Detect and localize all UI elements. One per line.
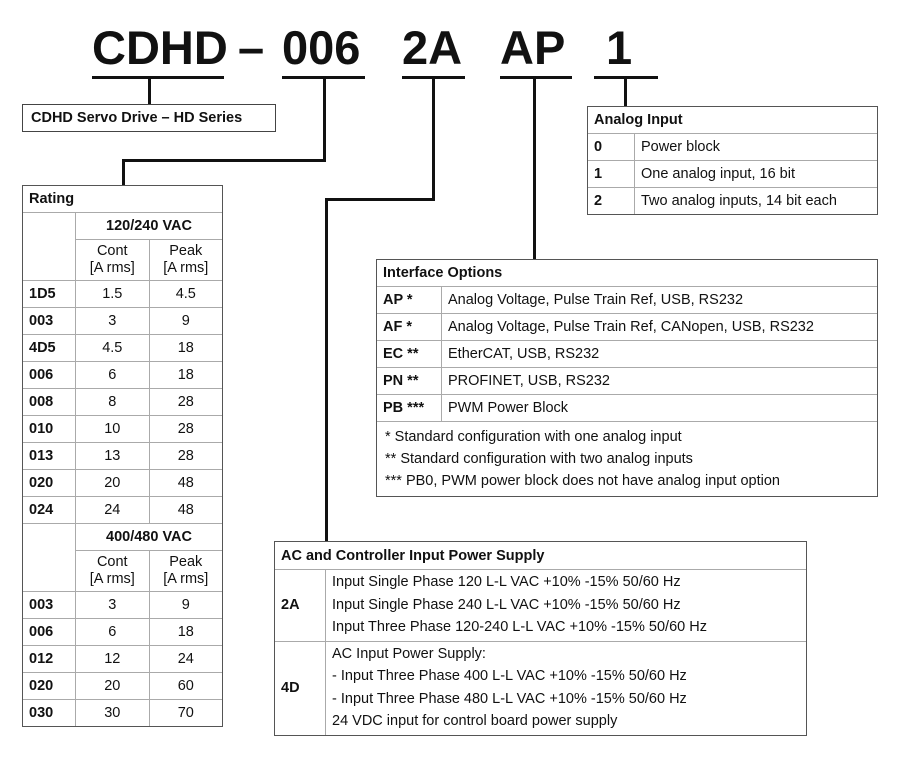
note-2: ** Standard configuration with two analog inputs [385, 451, 693, 467]
cont-header [76, 240, 150, 281]
interface-desc: Analog Voltage, Pulse Train Ref, CANopen, USB, RS232 [442, 314, 878, 341]
rating-cont: 1.5 [76, 281, 150, 308]
rating-blank-cell [23, 213, 76, 281]
peak-header-line1: Peak [169, 554, 203, 570]
table-row [23, 389, 222, 416]
rating-peak: 70 [149, 700, 222, 727]
rating-voltage-2: 400/480 VAC [76, 524, 223, 551]
connector-analog [624, 76, 627, 106]
interface-code: AP * [377, 287, 442, 314]
analog-desc: Two analog inputs, 14 bit each [635, 188, 878, 215]
rating-peak: 28 [149, 389, 222, 416]
rating-peak: 18 [149, 619, 222, 646]
rating-cont: 20 [76, 673, 150, 700]
table-row [23, 470, 222, 497]
connector-rating-v1 [323, 76, 326, 162]
table-row [588, 188, 877, 215]
table-row [23, 281, 222, 308]
rating-peak: 24 [149, 646, 222, 673]
series-box [22, 104, 276, 132]
table-row [23, 362, 222, 389]
connector-power-v2 [325, 198, 328, 541]
rating-voltage-1: 120/240 VAC [76, 213, 223, 240]
rating-peak: 28 [149, 416, 222, 443]
peak-header-line2: [A rms] [163, 571, 209, 587]
rating-cont: 13 [76, 443, 150, 470]
rating-code: 003 [23, 592, 76, 619]
rating-code: 003 [23, 308, 76, 335]
connector-interface [533, 76, 536, 259]
rating-code: 008 [23, 389, 76, 416]
rating-cont: 3 [76, 592, 150, 619]
rating-cont: 6 [76, 362, 150, 389]
table-row [23, 673, 222, 700]
rating-code: 030 [23, 700, 76, 727]
rating-blank-cell [23, 524, 76, 592]
rating-peak: 48 [149, 470, 222, 497]
rating-code: 012 [23, 646, 76, 673]
interface-desc: PROFINET, USB, RS232 [442, 368, 878, 395]
rating-table [22, 185, 223, 727]
rating-peak: 9 [149, 308, 222, 335]
rating-code: 013 [23, 443, 76, 470]
table-row [377, 314, 877, 341]
analog-code: 1 [588, 161, 635, 188]
connector-rating-v2 [122, 159, 125, 185]
interface-notes [377, 422, 877, 496]
rating-cont: 24 [76, 497, 150, 524]
table-row [377, 287, 877, 314]
code-part-series: CDHD [92, 21, 228, 74]
rating-cont: 4.5 [76, 335, 150, 362]
rating-cont: 20 [76, 470, 150, 497]
table-row [588, 161, 877, 188]
rating-code: 024 [23, 497, 76, 524]
peak-header-line2: [A rms] [163, 260, 209, 276]
rating-peak: 60 [149, 673, 222, 700]
table-row [23, 619, 222, 646]
analog-input-table [587, 106, 878, 215]
power-line: - Input Three Phase 400 L-L VAC +10% -15% 50/60 Hz [332, 668, 687, 684]
table-row [23, 308, 222, 335]
power-line: Input Three Phase 120-240 L-L VAC +10% -15% 50/60 Hz [332, 619, 707, 635]
cont-header [76, 551, 150, 592]
code-part-power: 2A [402, 21, 463, 74]
underline-interface [500, 76, 572, 79]
power-supply-table [274, 541, 807, 736]
interface-options-table [376, 259, 878, 497]
rating-cont: 6 [76, 619, 150, 646]
table-row [23, 646, 222, 673]
analog-desc: Power block [635, 134, 878, 161]
peak-header [149, 551, 222, 592]
interface-title: Interface Options [377, 260, 877, 287]
code-part-rating: 006 [282, 21, 361, 74]
cont-header-line2: [A rms] [89, 260, 135, 276]
table-row [377, 368, 877, 395]
rating-code: 1D5 [23, 281, 76, 308]
power-desc [326, 641, 807, 735]
table-row [23, 497, 222, 524]
power-line: Input Single Phase 240 L-L VAC +10% -15% 50/60 Hz [332, 596, 681, 613]
analog-desc: One analog input, 16 bit [635, 161, 878, 188]
table-row [23, 416, 222, 443]
note-1: * Standard configuration with one analog input [385, 429, 682, 445]
note-3: *** PB0, PWM power block does not have analog input option [385, 473, 780, 489]
rating-code: 020 [23, 470, 76, 497]
code-part-interface: AP [500, 21, 566, 74]
table-row [588, 134, 877, 161]
interface-desc: EtherCAT, USB, RS232 [442, 341, 878, 368]
rating-peak: 18 [149, 362, 222, 389]
cont-header-line2: [A rms] [89, 571, 135, 587]
cont-header-line1: Cont [96, 554, 128, 570]
power-line: - Input Three Phase 480 L-L VAC +10% -15% 50/60 Hz [332, 690, 687, 707]
table-row [377, 341, 877, 368]
rating-peak: 4.5 [149, 281, 222, 308]
power-line: AC Input Power Supply: [332, 645, 486, 662]
peak-header-line1: Peak [169, 243, 203, 259]
interface-code: AF * [377, 314, 442, 341]
table-row [23, 700, 222, 727]
power-code: 2A [275, 570, 326, 642]
rating-code: 006 [23, 362, 76, 389]
interface-desc: Analog Voltage, Pulse Train Ref, USB, RS232 [442, 287, 878, 314]
rating-peak: 18 [149, 335, 222, 362]
connector-power-v1 [432, 76, 435, 201]
rating-code: 010 [23, 416, 76, 443]
interface-code: PB *** [377, 395, 442, 422]
code-part-analog: 1 [606, 21, 633, 74]
series-label: CDHD Servo Drive – HD Series [31, 110, 243, 126]
rating-cont: 12 [76, 646, 150, 673]
analog-input-title: Analog Input [588, 107, 877, 134]
rating-peak: 9 [149, 592, 222, 619]
rating-cont: 10 [76, 416, 150, 443]
connector-series [148, 76, 151, 104]
rating-peak: 28 [149, 443, 222, 470]
power-desc [326, 570, 807, 642]
power-line: 24 VDC input for control board power supply [332, 713, 618, 729]
rating-cont: 3 [76, 308, 150, 335]
peak-header [149, 240, 222, 281]
power-code: 4D [275, 641, 326, 735]
rating-code: 020 [23, 673, 76, 700]
interface-desc: PWM Power Block [442, 395, 878, 422]
analog-code: 0 [588, 134, 635, 161]
connector-power-h [325, 198, 435, 201]
rating-code: 4D5 [23, 335, 76, 362]
interface-code: PN ** [377, 368, 442, 395]
interface-code: EC ** [377, 341, 442, 368]
table-row [275, 641, 806, 735]
rating-code: 006 [23, 619, 76, 646]
power-title: AC and Controller Input Power Supply [275, 542, 806, 570]
rating-cont: 8 [76, 389, 150, 416]
rating-cont: 30 [76, 700, 150, 727]
underline-series [92, 76, 224, 79]
code-dash: – [238, 21, 265, 74]
rating-title: Rating [23, 186, 222, 213]
cont-header-line1: Cont [96, 243, 128, 259]
table-row [377, 395, 877, 422]
table-row [23, 592, 222, 619]
analog-code: 2 [588, 188, 635, 215]
table-row [275, 570, 806, 642]
table-row [23, 335, 222, 362]
power-line: Input Single Phase 120 L-L VAC +10% -15% 50/60 Hz [332, 574, 681, 590]
table-row [23, 443, 222, 470]
connector-rating-h [122, 159, 326, 162]
rating-peak: 48 [149, 497, 222, 524]
